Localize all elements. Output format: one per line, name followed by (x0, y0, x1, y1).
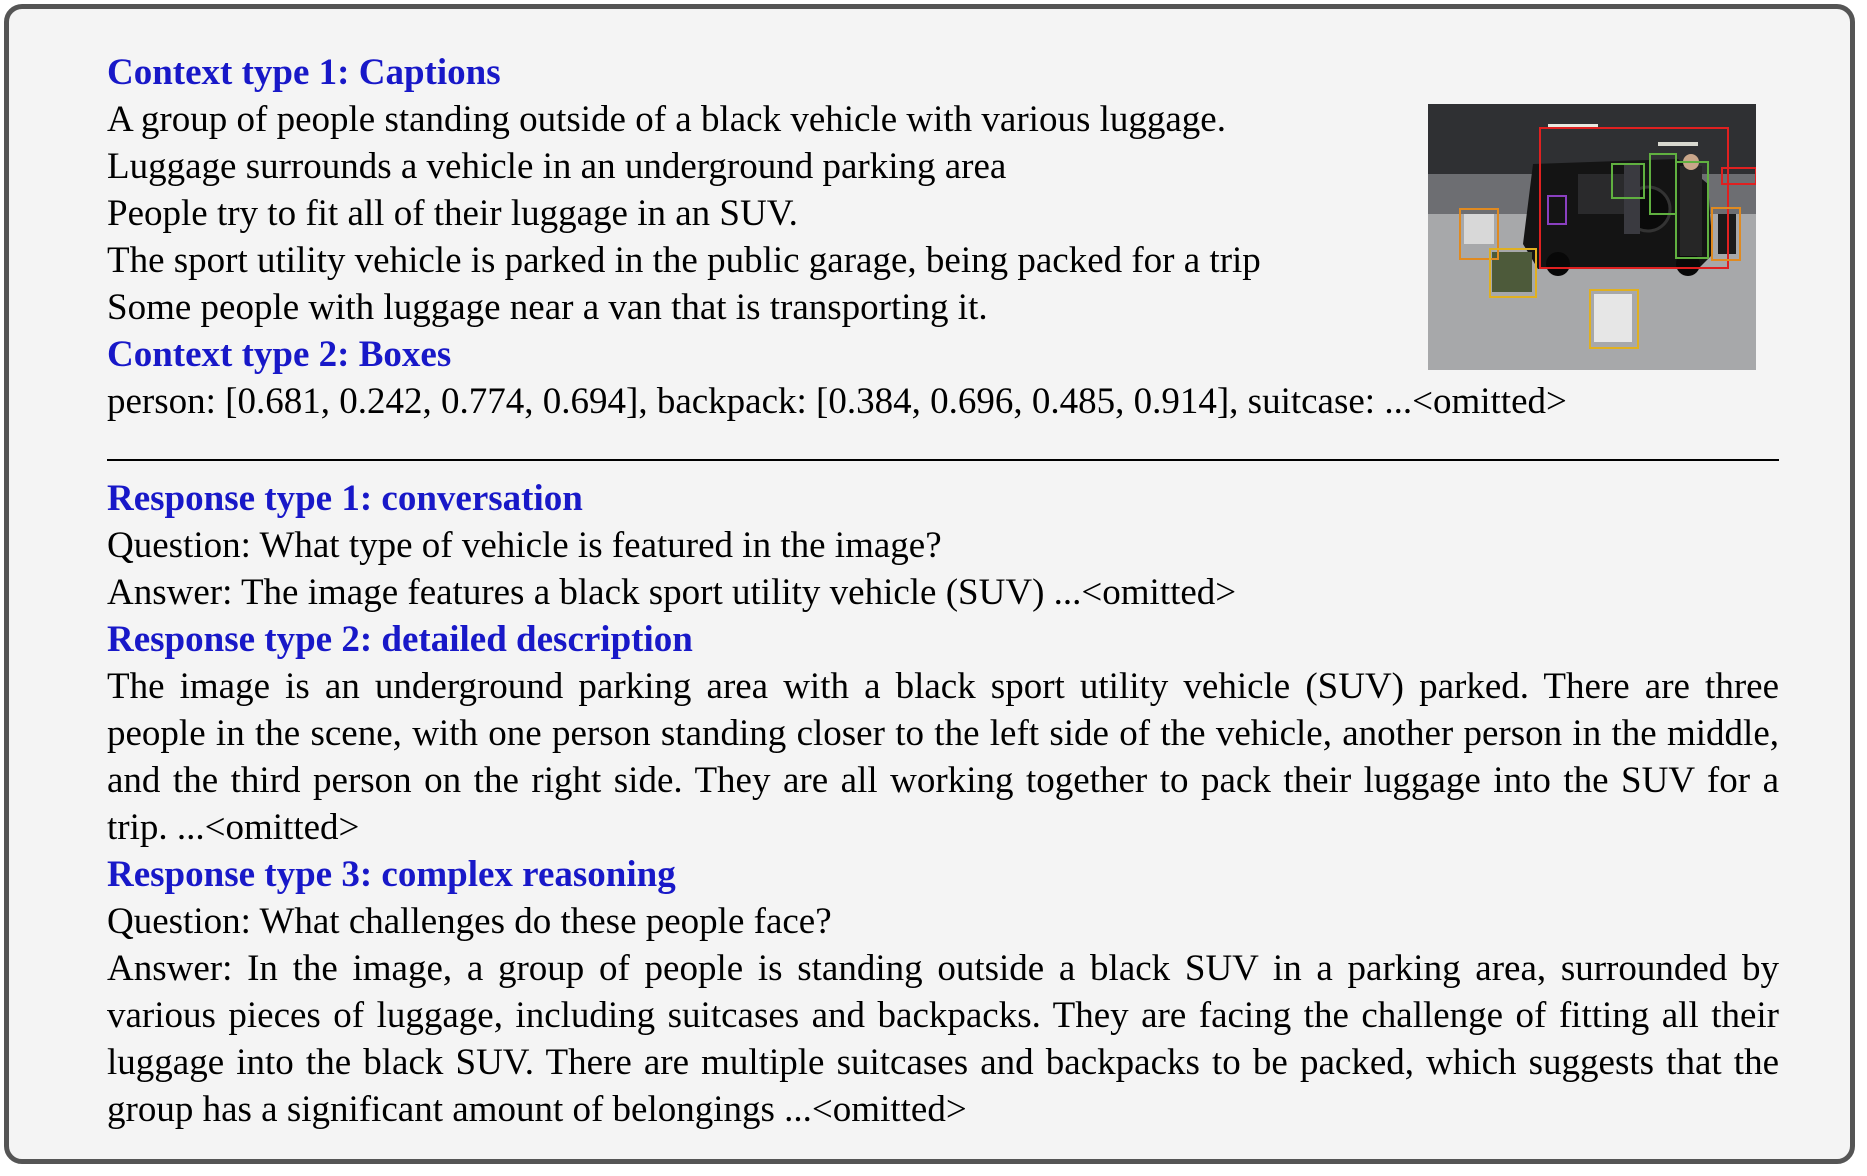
scene-illustration (1428, 104, 1756, 370)
detailed-description-heading: Response type 2: detailed description (107, 619, 693, 660)
person (1680, 166, 1702, 256)
caption-line: The sport utility vehicle is parked in the public garage, being packed for a trip (107, 240, 1261, 281)
figure-panel (4, 4, 1855, 1164)
conversation-heading: Response type 1: conversation (107, 478, 583, 519)
conversation-answer: Answer: The image features a black sport utility vehicle (SUV) ...<omitted> (107, 572, 1237, 613)
caption-line: Some people with luggage near a van that is transporting it. (107, 287, 988, 328)
parking-scene-image (1428, 104, 1756, 370)
caption-line: A group of people standing outside of a black vehicle with various luggage. (107, 99, 1226, 140)
conversation-question: Question: What type of vehicle is featured in the image? (107, 525, 942, 566)
caption-line: Luggage surrounds a vehicle in an underground parking area (107, 146, 1007, 187)
reasoning-answer: Answer: In the image, a group of people is standing outside a black SUV in a parking area, surrounded by various pieces of luggage, including suitcases and backpacks. They are facing the challenge of fitting all their luggage into the black SUV. There are multiple suitcases and backpacks to be packed, which suggests that the group has a significant amount of belongings ...<omitted> (107, 948, 1779, 1130)
boxes-heading: Context type 2: Boxes (107, 334, 452, 375)
wheel (1546, 252, 1570, 276)
bag (1464, 214, 1494, 244)
captions-heading: Context type 1: Captions (107, 52, 501, 93)
backpack (1594, 294, 1632, 342)
ceiling-light (1658, 142, 1698, 146)
complex-reasoning-heading: Response type 3: complex reasoning (107, 854, 676, 895)
caption-line: People try to fit all of their luggage in an SUV. (107, 193, 798, 234)
section-divider (107, 459, 1779, 461)
detailed-description-text: The image is an underground parking area with a black sport utility vehicle (SUV) parked. There are three people in the scene, with one person standing closer to the left side of the vehicle, another person in the middle, and the third person on the right side. They are all working together to pack their luggage into the SUV for a trip. ...<omitted> (107, 666, 1779, 848)
reasoning-question: Question: What challenges do these people face? (107, 901, 832, 942)
boxes-text: person: [0.681, 0.242, 0.774, 0.694], backpack: [0.384, 0.696, 0.485, 0.914], suitcase: ...<omitted> (107, 381, 1567, 422)
